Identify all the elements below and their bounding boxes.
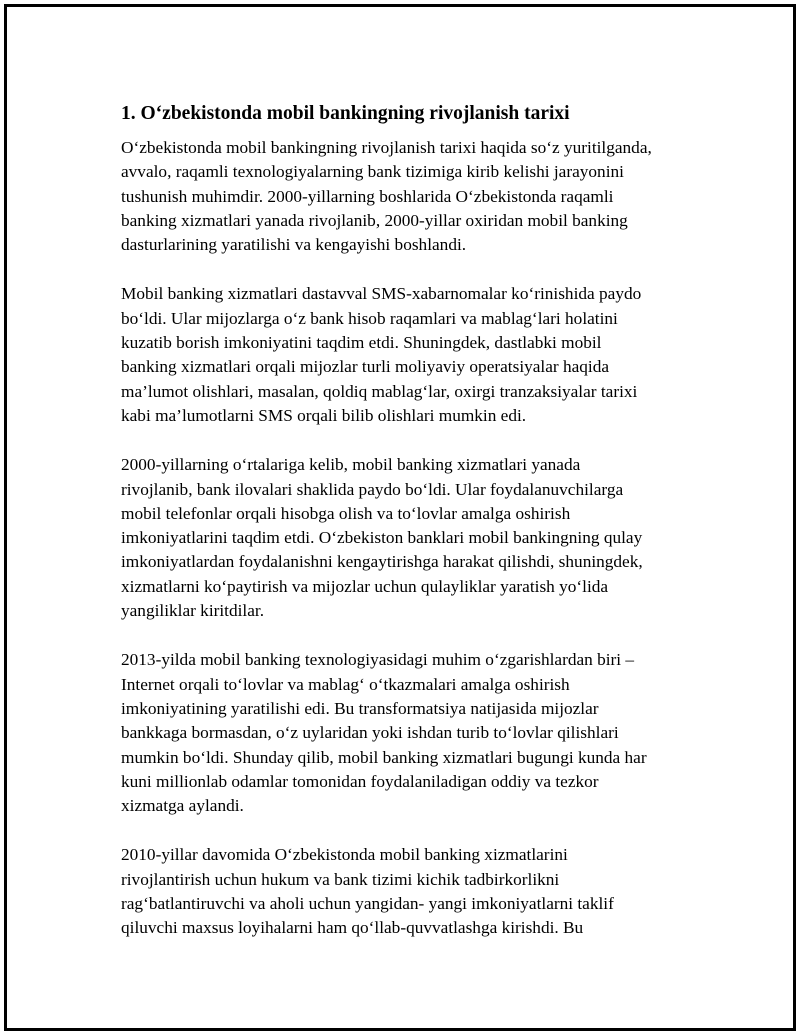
text-line: kuzatib borish imkoniyatini taqdim etdi. Shuningdek, dastlabki mobil [121, 333, 602, 353]
text-line: rivojlantirish uchun hukum va bank tizimi kichik tadbirkorlikni [121, 869, 560, 889]
text-line: tushunish muhimdir. 2000-yillarning boshlarida O‘zbekistonda raqamli [121, 186, 614, 206]
text-line: Mobil banking xizmatlari dastavval SMS-xabarnomalar ko‘rinishida paydo [121, 284, 642, 304]
text-line: mumkin bo‘ldi. Shunday qilib, mobil banking xizmatlari bugungi kunda har [121, 747, 647, 767]
text-line: ma’lumot olishlari, masalan, qoldiq mablag‘lar, oxirgi tranzaksiyalar tarixi [121, 381, 638, 401]
text-line: imkoniyatining yaratilishi edi. Bu transformatsiya natijasida mijozlar [121, 698, 599, 718]
text-line: 2010-yillar davomida O‘zbekistonda mobil banking xizmatlarini [121, 845, 568, 865]
text-line: xizmatlarni ko‘paytirish va mijozlar uchun qulayliklar yaratish yo‘lida [121, 576, 609, 596]
text-line: avvalo, raqamli texnologiyalarning bank tizimiga kirib kelishi jarayonini [121, 162, 624, 182]
text-line: xizmatga aylandi. [121, 796, 244, 816]
text-line: mobil telefonlar orqali hisobga olish va to‘lovlar amalga oshirish [121, 503, 571, 523]
text-line: qiluvchi maxsus loyihalarni ham qo‘llab-quvvatlashga kirishdi. Bu [121, 918, 584, 938]
text-line: 2013-yilda mobil banking texnologiyasidagi muhim o‘zgarishlardan biri – [121, 650, 635, 670]
text-line: banking xizmatlari yanada rivojlanib, 2000-yillar oxiridan mobil banking [121, 210, 628, 230]
text-line: yangiliklar kiritdilar. [121, 601, 265, 621]
paragraph-2 [121, 282, 691, 428]
paragraph-4 [121, 648, 691, 818]
text-line: rivojlanib, bank ilovalari shaklida paydo bo‘ldi. Ular foydalanuvchilarga [121, 479, 624, 499]
text-line: O‘zbekistonda mobil bankingning rivojlanish tarixi haqida so‘z yuritilganda, [121, 138, 652, 157]
text-line: Internet orqali to‘lovlar va mablag‘ o‘tkazmalari amalga oshirish [121, 674, 570, 694]
page-frame [4, 4, 796, 1031]
text-line: bo‘ldi. Ular mijozlarga o‘z bank hisob raqamlari va mablag‘lari holatini [121, 308, 618, 328]
paragraph-1 [121, 136, 691, 257]
paragraph-3 [121, 453, 691, 623]
document-body [121, 101, 691, 966]
text-line: bankkaga bormasdan, o‘z uylaridan yoki ishdan turib to‘lovlar qilishlari [121, 723, 619, 743]
text-line: banking xizmatlari orqali mijozlar turli moliyaviy operatsiyalar haqida [121, 357, 610, 377]
text-line: kabi ma’lumotlarni SMS orqali bilib olishlari mumkin edi. [121, 405, 527, 425]
text-line: kuni millionlab odamlar tomonidan foydalaniladigan oddiy va tezkor [121, 771, 599, 791]
section-heading: 1. O‘zbekistonda mobil bankingning rivojlanish tarixi [121, 103, 570, 124]
paragraph-5 [121, 843, 691, 940]
text-line: imkoniyatlarini taqdim etdi. O‘zbekiston banklari mobil bankingning qulay [121, 528, 643, 548]
text-line: 2000-yillarning o‘rtalariga kelib, mobil banking xizmatlari yanada [121, 455, 581, 475]
text-line: rag‘batlantiruvchi va aholi uchun yangidan- yangi imkoniyatlarni taklif [121, 894, 614, 914]
text-line: imkoniyatlardan foydalanishni kengaytirishga harakat qilishdi, shuningdek, [121, 552, 643, 572]
text-line: dasturlarining yaratilishi va kengayishi boshlandi. [121, 235, 467, 255]
